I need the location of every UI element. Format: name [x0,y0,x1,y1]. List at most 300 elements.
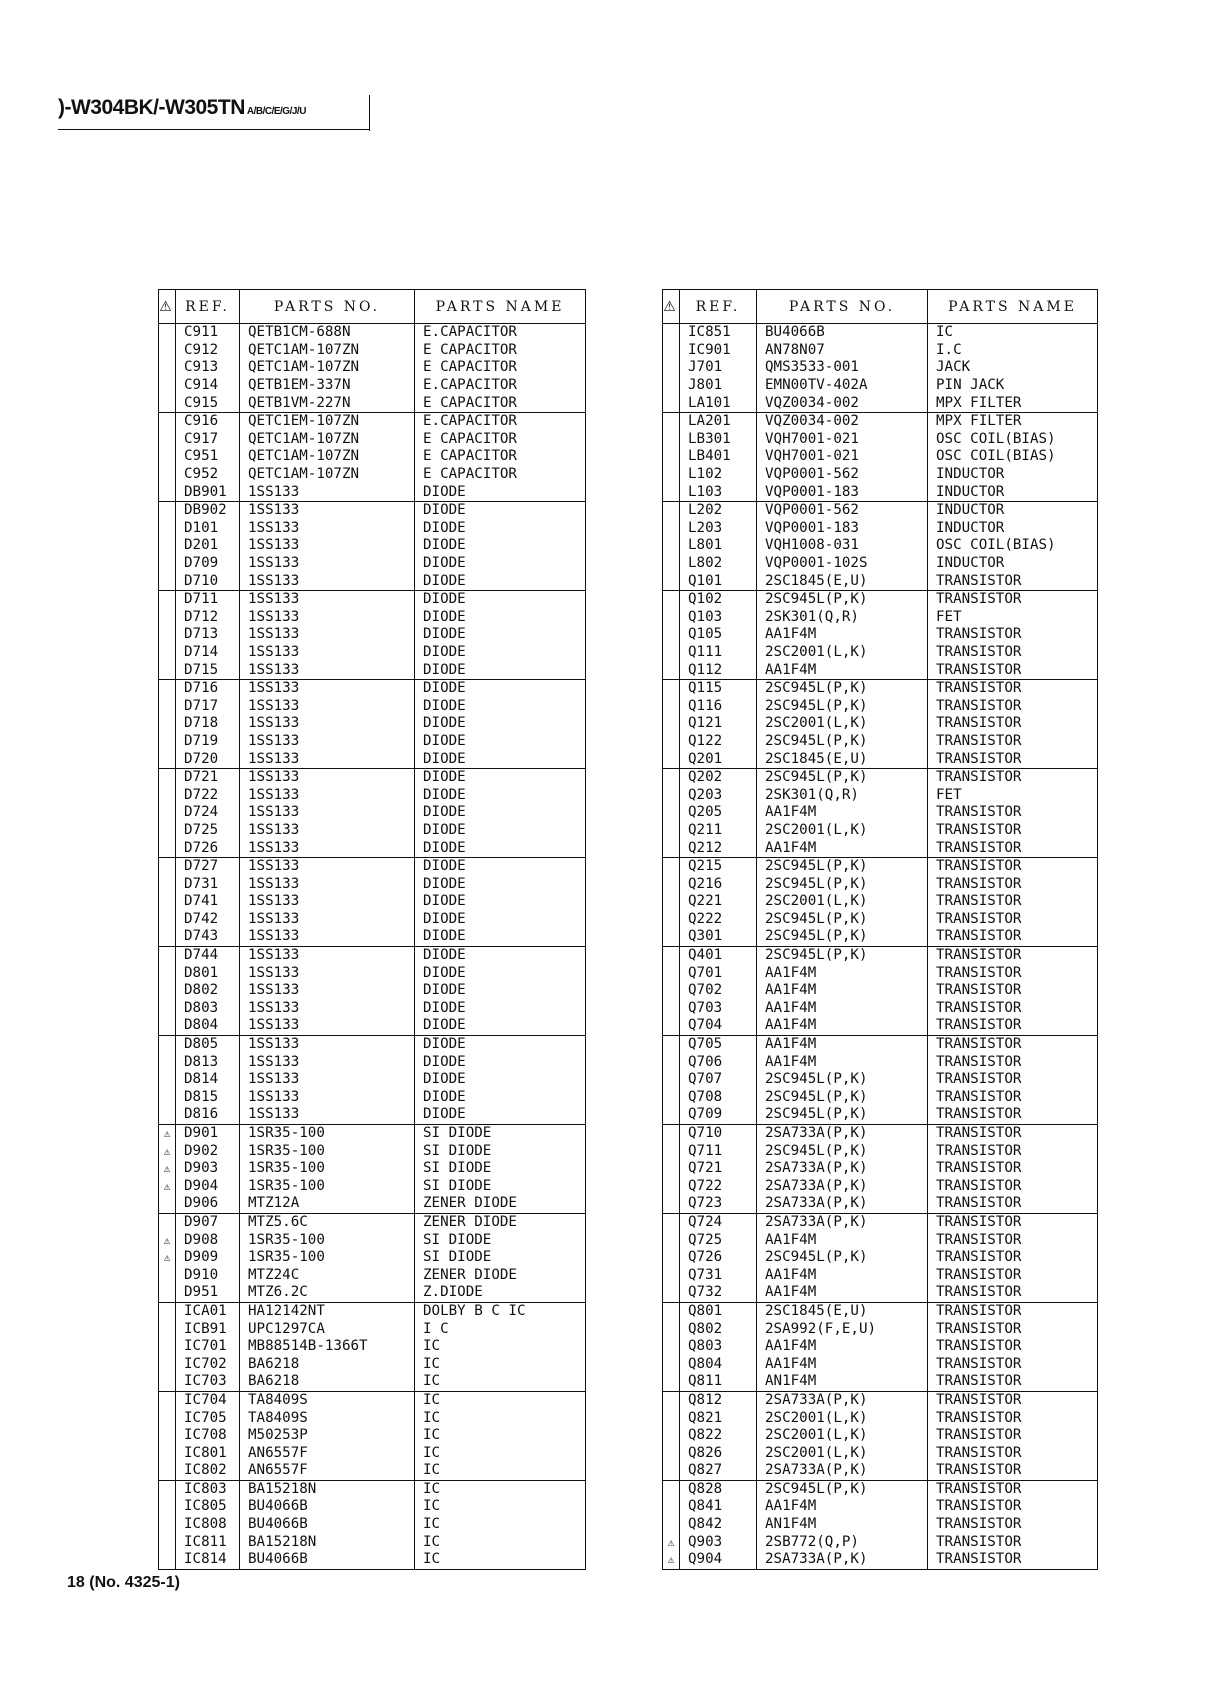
table-row [663,1142,1098,1160]
ref-cell: ICB91 [176,1320,240,1338]
safety-mark [663,1409,680,1427]
ref-cell: D742 [176,911,240,929]
ref-cell: Q731 [680,1266,757,1284]
ref-cell: Q122 [680,733,757,751]
parts-no-cell: 2SA733A(P,K) [757,1195,928,1213]
parts-no-cell: AA1F4M [757,1498,928,1516]
parts-name-cell: DIODE [415,750,586,768]
parts-name-cell: TRANSISTOR [928,661,1098,679]
ref-cell: Q202 [680,768,757,786]
table-row [159,928,586,946]
parts-name-cell: TRANSISTOR [928,911,1098,929]
table-row [159,1000,586,1018]
ref-cell: IC704 [176,1391,240,1409]
parts-no-cell: 2SA733A(P,K) [757,1124,928,1142]
table-row [663,626,1098,644]
parts-no-cell: 1SS133 [240,501,415,519]
parts-name-header: PARTS NAME [415,290,586,324]
parts-no-cell: M50253P [240,1427,415,1445]
safety-mark [663,1035,680,1053]
parts-name-cell: E CAPACITOR [415,342,586,360]
ref-cell: D907 [176,1213,240,1231]
safety-mark [159,572,176,590]
safety-mark [159,1533,176,1551]
table-row [159,590,586,608]
parts-no-cell: AN6557F [240,1462,415,1480]
parts-name-cell: DIODE [415,839,586,857]
safety-mark [159,520,176,538]
ref-header: REF. [680,290,757,324]
parts-no-cell: 1SS133 [240,786,415,804]
parts-no-cell: QETB1EM-337N [240,377,415,395]
ref-cell: Q112 [680,661,757,679]
parts-name-cell: TRANSISTOR [928,679,1098,697]
parts-name-cell: TRANSISTOR [928,1320,1098,1338]
safety-mark [663,804,680,822]
parts-no-cell: AA1F4M [757,1266,928,1284]
parts-name-cell: SI DIODE [415,1124,586,1142]
parts-table-right [662,289,1098,1570]
table-row [663,359,1098,377]
ref-cell: D720 [176,750,240,768]
safety-mark [663,483,680,501]
safety-mark [159,412,176,430]
parts-no-cell: AN1F4M [757,1516,928,1534]
parts-no-cell: 2SA992(F,E,U) [757,1320,928,1338]
safety-mark [663,1106,680,1124]
safety-mark [663,342,680,360]
parts-name-cell: TRANSISTOR [928,928,1098,946]
table-row [159,572,586,590]
parts-no-cell: AA1F4M [757,839,928,857]
safety-mark [159,1302,176,1320]
ref-cell: D716 [176,679,240,697]
parts-name-cell: TRANSISTOR [928,893,1098,911]
table-row [663,911,1098,929]
parts-name-cell: DIODE [415,697,586,715]
table-row [663,679,1098,697]
safety-mark: ⚠ [663,1551,680,1569]
safety-mark [663,501,680,519]
table-row [663,982,1098,1000]
table-row [159,342,586,360]
parts-no-cell: 2SC945L(P,K) [757,768,928,786]
parts-name-cell: MPX FILTER [928,394,1098,412]
safety-mark [159,733,176,751]
safety-mark [159,1213,176,1231]
table-row [159,1516,586,1534]
ref-cell: Q811 [680,1373,757,1391]
parts-no-cell: QETB1CM-688N [240,324,415,342]
ref-cell: D909 [176,1249,240,1267]
parts-no-cell: 2SK301(Q,R) [757,786,928,804]
safety-mark [663,1516,680,1534]
table-row [159,1142,586,1160]
safety-mark [663,572,680,590]
ref-cell: LB401 [680,448,757,466]
table-row [663,1017,1098,1035]
parts-no-cell: VQH7001-021 [757,431,928,449]
parts-name-cell: DIODE [415,590,586,608]
table-row [663,768,1098,786]
ref-cell: Q812 [680,1391,757,1409]
safety-mark [159,1035,176,1053]
ref-cell: D814 [176,1071,240,1089]
table-row [159,1017,586,1035]
safety-mark [663,555,680,573]
parts-no-cell: 2SA733A(P,K) [757,1391,928,1409]
safety-mark [159,501,176,519]
parts-name-cell: DIODE [415,911,586,929]
parts-name-cell: FET [928,609,1098,627]
parts-no-cell: 2SC945L(P,K) [757,1106,928,1124]
parts-no-cell: BU4066B [240,1516,415,1534]
safety-mark [663,324,680,342]
safety-mark [159,786,176,804]
parts-name-cell: DIODE [415,733,586,751]
safety-mark [159,626,176,644]
parts-no-cell: HA12142NT [240,1302,415,1320]
parts-name-cell: TRANSISTOR [928,1266,1098,1284]
safety-mark-header: ⚠ [663,290,680,324]
parts-name-cell: TRANSISTOR [928,1231,1098,1249]
safety-mark [159,609,176,627]
table-row [159,1195,586,1213]
table-row [663,928,1098,946]
parts-no-cell: 1SS133 [240,1035,415,1053]
parts-no-cell: 1SS133 [240,1106,415,1124]
parts-name-cell: E.CAPACITOR [415,412,586,430]
safety-mark [159,964,176,982]
parts-no-cell: 1SS133 [240,768,415,786]
safety-mark: ⚠ [159,1231,176,1249]
parts-name-cell: FET [928,786,1098,804]
table-row [663,590,1098,608]
parts-name-cell: DIODE [415,644,586,662]
parts-no-cell: 1SS133 [240,839,415,857]
parts-no-cell: 2SC945L(P,K) [757,1071,928,1089]
table-row [159,644,586,662]
ref-cell: L801 [680,537,757,555]
parts-no-cell: AA1F4M [757,804,928,822]
parts-name-cell: SI DIODE [415,1178,586,1196]
parts-no-cell: 2SC1845(E,U) [757,1302,928,1320]
ref-cell: J801 [680,377,757,395]
ref-cell: IC814 [176,1551,240,1569]
ref-cell: D805 [176,1035,240,1053]
ref-cell: C913 [176,359,240,377]
parts-name-cell: TRANSISTOR [928,1533,1098,1551]
table-row [663,1178,1098,1196]
table-row [663,1124,1098,1142]
parts-name-cell: TRANSISTOR [928,1409,1098,1427]
parts-no-cell: QETC1AM-107ZN [240,466,415,484]
safety-mark [159,1444,176,1462]
parts-no-cell: 2SC2001(L,K) [757,822,928,840]
parts-no-cell: 1SR35-100 [240,1160,415,1178]
parts-no-cell: 2SC2001(L,K) [757,715,928,733]
ref-cell: ICA01 [176,1302,240,1320]
safety-mark [663,359,680,377]
parts-no-cell: 2SA733A(P,K) [757,1178,928,1196]
parts-name-cell: TRANSISTOR [928,822,1098,840]
safety-mark [159,394,176,412]
ref-cell: IC801 [176,1444,240,1462]
parts-name-cell: DIODE [415,520,586,538]
ref-cell: D904 [176,1178,240,1196]
table-row [663,804,1098,822]
ref-cell: Q702 [680,982,757,1000]
table-row [663,1409,1098,1427]
table-row [663,412,1098,430]
safety-mark [663,1124,680,1142]
parts-no-cell: 2SC2001(L,K) [757,644,928,662]
table-row [663,1462,1098,1480]
safety-mark [663,857,680,875]
safety-mark: ⚠ [159,1124,176,1142]
parts-no-cell: 1SR35-100 [240,1231,415,1249]
parts-no-cell: 1SR35-100 [240,1124,415,1142]
parts-no-cell: 1SS133 [240,1000,415,1018]
table-row [663,520,1098,538]
table-row [159,483,586,501]
safety-mark [159,1373,176,1391]
table-row [663,1302,1098,1320]
safety-mark [663,448,680,466]
parts-name-cell: DIODE [415,501,586,519]
parts-name-cell: IC [415,1391,586,1409]
ref-cell: Q401 [680,946,757,964]
safety-mark [663,946,680,964]
table-row [663,609,1098,627]
safety-mark [159,431,176,449]
parts-no-cell: AA1F4M [757,1053,928,1071]
table-row [159,822,586,840]
parts-name-cell: OSC COIL(BIAS) [928,448,1098,466]
parts-name-cell: IC [415,1373,586,1391]
parts-no-cell: 2SC945L(P,K) [757,1142,928,1160]
table-row [663,1195,1098,1213]
model-title: )-W304BK/-W305TN [58,96,245,119]
parts-name-cell: DIODE [415,857,586,875]
table-row [159,1373,586,1391]
parts-name-cell: MPX FILTER [928,412,1098,430]
ref-cell: D722 [176,786,240,804]
parts-no-cell: 1SS133 [240,911,415,929]
parts-no-header: PARTS NO. [240,290,415,324]
parts-no-cell: AA1F4M [757,964,928,982]
parts-no-cell: QETC1EM-107ZN [240,412,415,430]
table-row [159,1035,586,1053]
safety-mark [663,822,680,840]
safety-mark [159,590,176,608]
ref-cell: Q841 [680,1498,757,1516]
safety-mark [663,431,680,449]
table-header-row [159,290,586,324]
ref-cell: D726 [176,839,240,857]
parts-no-cell: 1SS133 [240,822,415,840]
safety-mark [663,982,680,1000]
ref-cell: Q705 [680,1035,757,1053]
safety-mark [663,768,680,786]
safety-mark [663,626,680,644]
ref-cell: Q723 [680,1195,757,1213]
parts-name-cell: TRANSISTOR [928,804,1098,822]
table-row [663,733,1098,751]
ref-cell: Q724 [680,1213,757,1231]
parts-name-cell: DIODE [415,1000,586,1018]
parts-name-cell: TRANSISTOR [928,697,1098,715]
parts-no-cell: 1SS133 [240,1071,415,1089]
parts-name-cell: SI DIODE [415,1231,586,1249]
parts-no-cell: 2SC1845(E,U) [757,572,928,590]
ref-cell: D727 [176,857,240,875]
safety-mark [663,928,680,946]
parts-name-cell: TRANSISTOR [928,857,1098,875]
ref-cell: Q205 [680,804,757,822]
parts-no-cell: QETB1VM-227N [240,394,415,412]
table-row [663,644,1098,662]
parts-name-cell: TRANSISTOR [928,1089,1098,1107]
parts-name-cell: SI DIODE [415,1142,586,1160]
table-row [159,1533,586,1551]
ref-cell: LA101 [680,394,757,412]
parts-name-cell: TRANSISTOR [928,1516,1098,1534]
safety-mark [159,1284,176,1302]
safety-mark [159,359,176,377]
table-row [159,1249,586,1267]
ref-cell: D951 [176,1284,240,1302]
parts-name-cell: TRANSISTOR [928,1355,1098,1373]
ref-cell: D101 [176,520,240,538]
safety-mark [663,1355,680,1373]
parts-name-cell: TRANSISTOR [928,1391,1098,1409]
safety-mark [663,1373,680,1391]
parts-no-cell: BA15218N [240,1480,415,1498]
parts-no-cell: AA1F4M [757,1035,928,1053]
parts-no-cell: 2SC945L(P,K) [757,1249,928,1267]
table-row [159,1284,586,1302]
safety-mark: ⚠ [159,1249,176,1267]
ref-cell: Q709 [680,1106,757,1124]
parts-name-cell: IC [415,1462,586,1480]
ref-cell: Q203 [680,786,757,804]
parts-name-cell: TRANSISTOR [928,1213,1098,1231]
table-row [663,1106,1098,1124]
safety-mark [159,697,176,715]
ref-cell: Q222 [680,911,757,929]
ref-cell: D201 [176,537,240,555]
table-row [663,1480,1098,1498]
ref-cell: Q904 [680,1551,757,1569]
ref-cell: Q212 [680,839,757,857]
parts-name-cell: JACK [928,359,1098,377]
parts-name-cell: DIODE [415,572,586,590]
ref-cell: Q842 [680,1516,757,1534]
parts-no-cell: QETC1AM-107ZN [240,359,415,377]
parts-name-cell: IC [415,1355,586,1373]
ref-cell: Q703 [680,1000,757,1018]
parts-name-cell: DIODE [415,1035,586,1053]
safety-mark: ⚠ [159,1178,176,1196]
table-row [159,1444,586,1462]
parts-no-cell: BA15218N [240,1533,415,1551]
ref-cell: D713 [176,626,240,644]
parts-no-cell: 1SS133 [240,982,415,1000]
parts-no-cell: VQH7001-021 [757,448,928,466]
parts-name-cell: E CAPACITOR [415,466,586,484]
ref-cell: DB901 [176,483,240,501]
parts-no-cell: 1SS133 [240,483,415,501]
ref-cell: D712 [176,609,240,627]
table-row [663,1266,1098,1284]
ref-cell: IC803 [176,1480,240,1498]
parts-no-cell: 2SC945L(P,K) [757,1480,928,1498]
parts-name-cell: TRANSISTOR [928,768,1098,786]
table-row [663,1284,1098,1302]
table-row [663,1355,1098,1373]
parts-no-cell: 1SS133 [240,1053,415,1071]
safety-mark [663,1266,680,1284]
parts-no-cell: 2SA733A(P,K) [757,1551,928,1569]
ref-cell: Q704 [680,1017,757,1035]
table-row [159,394,586,412]
safety-mark [663,1444,680,1462]
table-row [663,1053,1098,1071]
parts-no-cell: 1SS133 [240,715,415,733]
parts-no-cell: 1SS133 [240,520,415,538]
table-row [159,448,586,466]
ref-cell: D709 [176,555,240,573]
ref-cell: L102 [680,466,757,484]
safety-mark [663,750,680,768]
ref-cell: D815 [176,1089,240,1107]
table-row [663,1444,1098,1462]
table-row [159,964,586,982]
parts-name-cell: E.CAPACITOR [415,377,586,395]
parts-name-cell: ZENER DIODE [415,1213,586,1231]
safety-mark [159,1053,176,1071]
ref-cell: Q121 [680,715,757,733]
ref-cell: D744 [176,946,240,964]
parts-no-cell: 1SS133 [240,537,415,555]
ref-cell: Q722 [680,1178,757,1196]
safety-mark [159,377,176,395]
table-row [663,501,1098,519]
parts-name-cell: TRANSISTOR [928,1480,1098,1498]
safety-mark [159,1195,176,1213]
parts-no-cell: BU4066B [240,1498,415,1516]
safety-mark [663,1017,680,1035]
ref-cell: C912 [176,342,240,360]
safety-mark [159,679,176,697]
parts-no-cell: 1SS133 [240,661,415,679]
table-row [159,768,586,786]
safety-mark [663,1338,680,1356]
parts-name-cell: TRANSISTOR [928,1249,1098,1267]
parts-name-cell: TRANSISTOR [928,1017,1098,1035]
parts-name-cell: DIODE [415,483,586,501]
table-row [663,572,1098,590]
ref-cell: IC702 [176,1355,240,1373]
safety-mark [663,1053,680,1071]
table-row [159,1427,586,1445]
ref-cell: D743 [176,928,240,946]
parts-name-cell: TRANSISTOR [928,1551,1098,1569]
table-row [159,1213,586,1231]
parts-name-cell: E CAPACITOR [415,359,586,377]
table-row [159,1320,586,1338]
